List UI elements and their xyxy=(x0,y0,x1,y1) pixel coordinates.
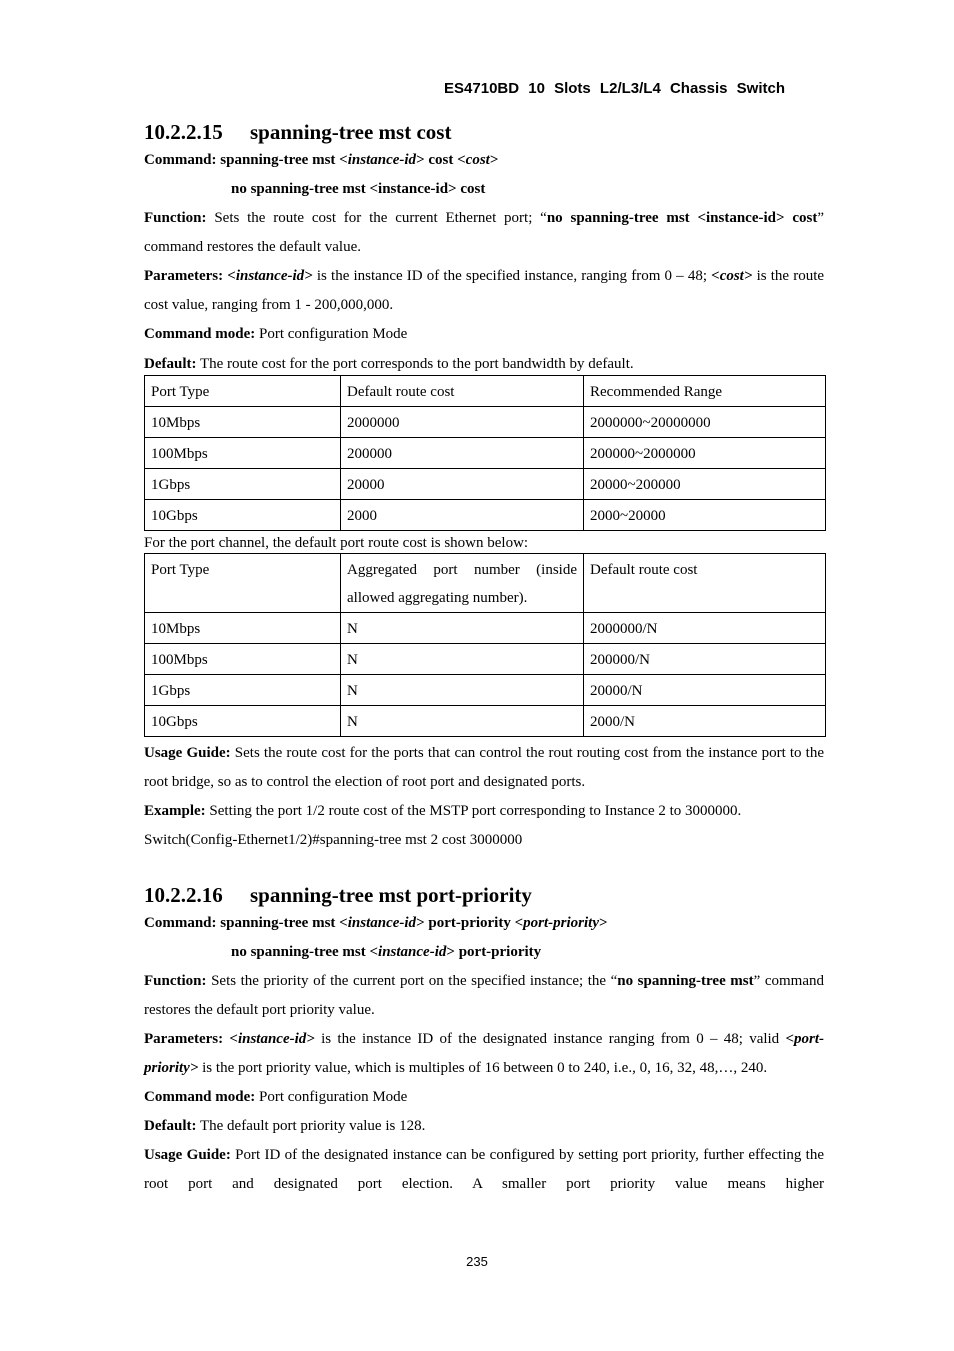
mode-label: Command mode: xyxy=(144,1089,256,1105)
table-header-cell: Port Type xyxy=(145,376,341,407)
usage-text: Port ID of the designated instance can be configured by setting port priority, further effecting the root port and designated port election. A smaller port priority value means higher xyxy=(144,1147,825,1192)
parameters-paragraph xyxy=(144,262,824,320)
default-label: Default: xyxy=(144,356,197,372)
parameters-label: Parameters: xyxy=(144,1031,224,1047)
table-cell: 20000 xyxy=(341,469,584,500)
command-param: instance-id xyxy=(347,152,417,168)
usage-label: Usage Guide: xyxy=(144,745,231,761)
function-paragraph xyxy=(144,967,824,1025)
function-label: Function: xyxy=(144,973,207,989)
table-cell: 200000 xyxy=(341,438,584,469)
command-part: > port-priority xyxy=(446,944,542,960)
command-param: cost xyxy=(465,152,490,168)
route-cost-table xyxy=(144,375,826,531)
table-cell: 10Mbps xyxy=(145,407,341,438)
table-cell: N xyxy=(341,644,584,675)
table-cell: 2000000 xyxy=(341,407,584,438)
param-name: <instance-id> xyxy=(229,1031,315,1047)
table-cell: N xyxy=(341,706,584,737)
table-header-cell: Default route cost xyxy=(584,554,826,613)
function-text: Sets the priority of the current port on the specified instance; the “ xyxy=(211,973,618,989)
section-gap xyxy=(144,855,824,881)
function-paragraph xyxy=(144,204,824,262)
default-paragraph xyxy=(144,1112,824,1141)
page-header: ES4710BD 10 Slots L2/L3/L4 Chassis Switch xyxy=(444,80,785,97)
section-heading-2 xyxy=(144,881,824,909)
command-part: no spanning-tree mst < xyxy=(231,944,379,960)
mode-text: Port configuration Mode xyxy=(259,326,408,342)
command-part: spanning-tree mst < xyxy=(220,915,348,931)
table-header-row xyxy=(145,376,826,407)
table-header-cell: Port Type xyxy=(145,554,341,613)
table-cell: 100Mbps xyxy=(145,644,341,675)
table-cell: 2000000~20000000 xyxy=(584,407,826,438)
table-row xyxy=(145,438,826,469)
param-desc: is the port priority value, which is multiples of 16 between 0 to 240, i.e., 0, 16, 32, 48,…, 240. xyxy=(202,1060,768,1076)
table-row xyxy=(145,500,826,531)
table-cell: 200000~2000000 xyxy=(584,438,826,469)
table-header-cell: Default route cost xyxy=(341,376,584,407)
table-cell: 200000/N xyxy=(584,644,826,675)
command-part: > xyxy=(598,915,608,931)
param-name: <instance-id> xyxy=(227,268,313,284)
command-part: spanning-tree mst < xyxy=(220,152,348,168)
command-no-form: no spanning-tree mst <instance-id> cost xyxy=(231,181,486,197)
parameters-paragraph xyxy=(144,1025,824,1083)
example-text: Setting the port 1/2 route cost of the MSTP port corresponding to Instance 2 to 3000000. xyxy=(209,803,742,819)
mode-label: Command mode: xyxy=(144,326,256,342)
param-desc: is the instance ID of the specified instance, ranging from 0 – 48; xyxy=(316,268,707,284)
table-row xyxy=(145,613,826,644)
example-command: Switch(Config-Ethernet1/2)#spanning-tree mst 2 cost 3000000 xyxy=(144,832,523,848)
table-cell: 10Gbps xyxy=(145,500,341,531)
section-title: spanning-tree mst port-priority xyxy=(250,883,532,907)
command-param: instance-id xyxy=(347,915,417,931)
command-line xyxy=(144,909,824,938)
table-row xyxy=(145,706,826,737)
table-cell: 20000/N xyxy=(584,675,826,706)
usage-text: Sets the route cost for the ports that can control the rout routing cost from the instance port to the root bridge, so as to control the election of root port and designated ports. xyxy=(144,745,825,790)
table-cell: 100Mbps xyxy=(145,438,341,469)
page-number: 235 xyxy=(466,1254,488,1269)
table-header-row xyxy=(145,554,826,613)
example-paragraph xyxy=(144,797,824,826)
command-part: > port-priority < xyxy=(416,915,524,931)
section-title: spanning-tree mst cost xyxy=(250,120,452,144)
parameters-label: Parameters: xyxy=(144,268,224,284)
section-number: 10.2.2.15 xyxy=(144,120,223,144)
default-label: Default: xyxy=(144,1118,197,1134)
default-text: The default port priority value is 128. xyxy=(199,1118,426,1134)
table-cell: 10Mbps xyxy=(145,613,341,644)
command-param: instance-id xyxy=(378,944,447,960)
param-name: <cost> xyxy=(711,268,753,284)
usage-label: Usage Guide: xyxy=(144,1147,231,1163)
table-row xyxy=(145,675,826,706)
table-cell: 2000000/N xyxy=(584,613,826,644)
command-line xyxy=(144,146,824,175)
table-cell: 2000~20000 xyxy=(584,500,826,531)
table-cell: 1Gbps xyxy=(145,675,341,706)
table-header-cell: Recommended Range xyxy=(584,376,826,407)
table-header-cell: Aggregated port number (inside allowed aggregating number). xyxy=(341,554,584,613)
param-desc: is the instance ID of the designated instance ranging from 0 – 48; valid xyxy=(321,1031,780,1047)
table-cell: N xyxy=(341,613,584,644)
table-cell: 10Gbps xyxy=(145,706,341,737)
section-number: 10.2.2.16 xyxy=(144,883,223,907)
example-label: Example: xyxy=(144,803,206,819)
table-cell: 2000 xyxy=(341,500,584,531)
command-part: > xyxy=(489,152,499,168)
function-text: Sets the route cost for the current Ethernet port; “ xyxy=(214,210,547,226)
function-label: Function: xyxy=(144,210,207,226)
table-row xyxy=(145,469,826,500)
usage-guide-paragraph xyxy=(144,739,824,797)
default-text: The route cost for the port corresponds to the port bandwidth by default. xyxy=(199,356,634,372)
table-row xyxy=(145,644,826,675)
command-mode xyxy=(144,1083,824,1112)
function-text-end: ” command restores the default value. xyxy=(144,210,825,255)
param-desc: is the route cost value, ranging from 1 - 200,000,000. xyxy=(144,268,825,313)
port-channel-cost-table xyxy=(144,553,826,737)
table-row xyxy=(145,407,826,438)
command-no-form xyxy=(144,938,824,967)
function-command: no spanning-tree mst xyxy=(617,973,754,989)
param-name: <port-priority> xyxy=(144,1031,825,1076)
table2-caption: For the port channel, the default port route cost is shown below: xyxy=(144,535,529,551)
command-param: port-priority xyxy=(523,915,599,931)
section-heading-1 xyxy=(144,118,824,146)
command-label: Command: xyxy=(144,152,217,168)
default-paragraph xyxy=(144,353,824,375)
command-mode xyxy=(144,320,824,349)
usage-guide-paragraph xyxy=(144,1141,824,1199)
document-body xyxy=(144,118,824,1199)
table-cell: 20000~200000 xyxy=(584,469,826,500)
command-part: > cost < xyxy=(416,152,466,168)
command-label: Command: xyxy=(144,915,217,931)
table-cell: 1Gbps xyxy=(145,469,341,500)
table-cell: 2000/N xyxy=(584,706,826,737)
mode-text: Port configuration Mode xyxy=(259,1089,408,1105)
table-cell: N xyxy=(341,675,584,706)
function-command: no spanning-tree mst <instance-id> cost xyxy=(546,210,818,226)
function-text-end: ” command restores the default port priority value. xyxy=(144,973,825,1018)
